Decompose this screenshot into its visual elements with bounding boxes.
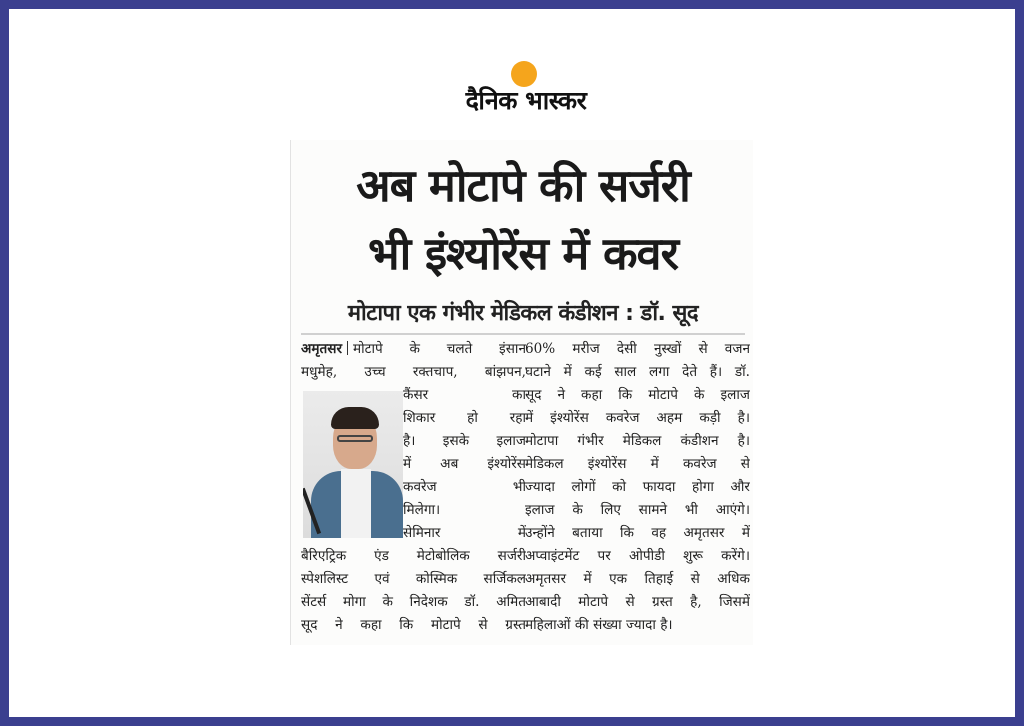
body-line: घटाने में कई साल लगा देते हैं। डॉ.	[525, 364, 750, 380]
body-line: इलाज के लिए सामने भी आएंगे।	[525, 502, 750, 518]
body-line: स्पेशलिस्ट एवं कोस्मिक सर्जिकल	[301, 571, 526, 587]
body-line: उन्होंने बताया कि वह अमृतसर में	[525, 525, 750, 541]
body-line: शिकार हो रहा	[403, 410, 526, 426]
body-line: मिलेगा।	[403, 502, 441, 518]
body-line: अमृतसर मोटापे के चलते इंसान	[301, 341, 526, 357]
headline-line-2: भी इंश्योरेंस में कवर	[368, 227, 678, 280]
body-line: अप्वाइंटमेंट पर ओपीडी शुरू करेंगे।	[525, 548, 750, 564]
page-frame	[9, 9, 1015, 717]
body-line: ज्यादा लोगों को फायदा होगा और	[525, 479, 750, 495]
news-clipping	[290, 140, 753, 645]
body-line: कवरेज भी	[403, 479, 526, 495]
body-line: में इंश्योरेंस कवरेज अहम कड़ी है।	[525, 410, 750, 426]
logo-text: दैनिक भास्कर	[465, 86, 587, 115]
body-line: सेंटर्स मोगा के निदेशक डॉ. अमित	[301, 594, 526, 610]
body-line: सूद ने कहा कि मोटापे के इलाज	[525, 387, 750, 403]
body-line: बैरिएट्रिक एंड मेटोबोलिक सर्जरी	[301, 548, 526, 564]
body-line: अमृतसर में एक तिहाई से अधिक	[525, 571, 750, 587]
body-line: सूद ने कहा कि मोटापे से ग्रस्त	[301, 617, 526, 633]
body-line: आबादी मोटापे से ग्रस्त है, जिसमें	[525, 594, 750, 610]
divider	[301, 333, 745, 335]
body-line: महिलाओं की संख्या ज्यादा है।	[525, 617, 673, 633]
masthead-logo	[441, 61, 611, 123]
article-column-right	[525, 338, 750, 637]
body-line: मेडिकल इंश्योरेंस में कवरेज से	[525, 456, 750, 472]
body-line: कैंसर का	[403, 387, 526, 403]
headline-line-1: अब मोटापे की सर्जरी	[356, 159, 690, 212]
body-line: 60% मरीज देसी नुस्खों से वजन	[525, 341, 750, 357]
body-line: मधुमेह, उच्च रक्तचाप, बांझपन,	[301, 364, 526, 380]
subheadline: मोटापा एक गंभीर मेडिकल कंडीशन : डॉ. सूद	[347, 301, 699, 326]
body-line: में अब इंश्योरेंस	[403, 456, 526, 472]
dateline: अमृतसर	[301, 341, 343, 357]
body-line: है। इसके इलाज	[403, 433, 526, 449]
body-line: सेमिनार में	[403, 525, 526, 541]
person-photo-icon	[303, 391, 403, 538]
body-line: मोटापा गंभीर मेडिकल कंडीशन है।	[525, 433, 750, 449]
